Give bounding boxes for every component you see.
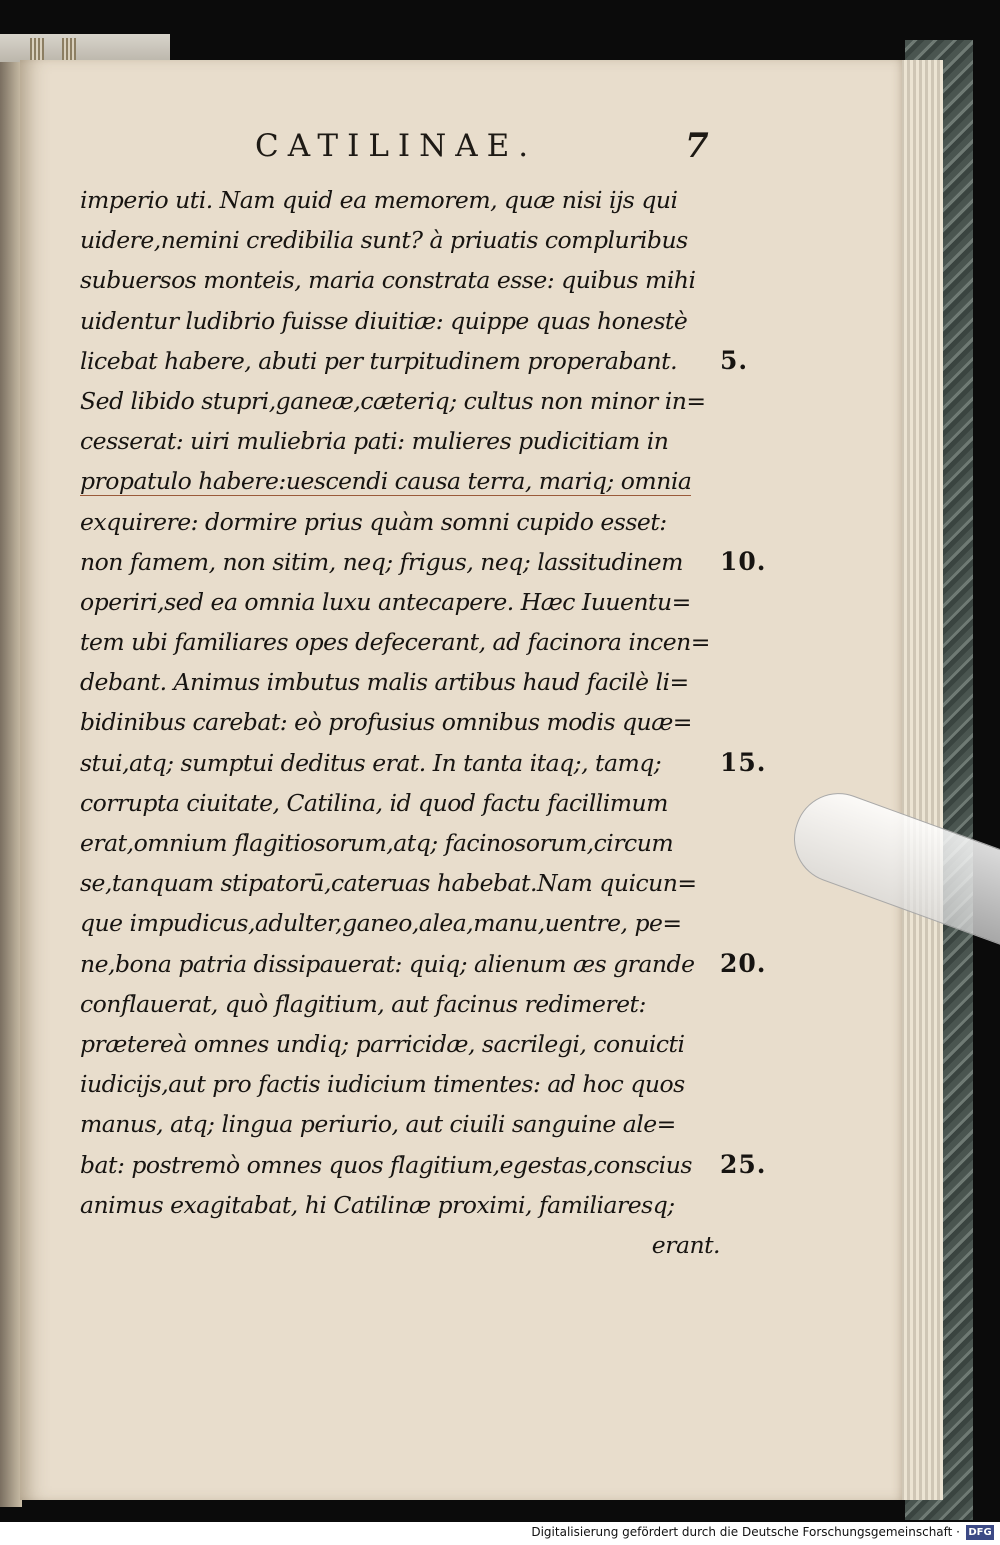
text-line: bidinibus carebat: eò profusius omnibus modis quæ= [80, 708, 692, 737]
text-line: stui,atq; sumptui deditus erat. In tanta itaq;, tamq; 15. [80, 743, 720, 783]
line-number-marker: 15. [720, 747, 767, 777]
text-line: licebat habere, abuti per turpitudinem properabant. 5. [80, 341, 720, 381]
text-line: conflauerat, quò flagitium, aut facinus redimeret: [80, 989, 646, 1018]
text-line: debant. Animus imbutus malis artibus haud facilè li= [80, 668, 689, 697]
line-number-marker: 5. [720, 345, 749, 375]
gutter [0, 62, 22, 1507]
text-line: prætereà omnes undiq; parricidæ, sacrilegi, conuicti [80, 1029, 685, 1058]
catchword-line: erant. [651, 1230, 720, 1259]
text-line: animus exagitabat, hi Catilinæ proximi, familiaresq; [80, 1190, 675, 1219]
text-line: manus, atq; lingua periurio, aut ciuili sanguine ale= [80, 1110, 676, 1139]
text-line: ne,bona patria dissipauerat: quiq; alienum æs grande 20. [80, 944, 720, 984]
text-line: corrupta ciuitate, Catilina, id quod factu facillimum [80, 788, 668, 817]
text-line: que impudicus,adulter,ganeo,alea,manu,uentre, pe= [80, 909, 682, 938]
line-number-marker: 20. [720, 948, 767, 978]
text-line: Sed libido stupri,ganeæ,cæteriq; cultus non minor in= [80, 386, 706, 415]
text-line: subuersos monteis, maria constrata esse: quibus mihi [80, 266, 696, 295]
page-number: 7 [685, 126, 709, 166]
running-head: CATILINAE. [255, 128, 538, 164]
text-line: propatulo habere:uescendi causa terra, mariq; omnia [80, 467, 692, 496]
text-line: bat: postremò omnes quos flagitium,egestas,conscius 25. [80, 1145, 720, 1185]
text-line: iudicijs,aut pro factis iudicium timentes: ad hoc quos [80, 1070, 685, 1099]
text-line: operiri,sed ea omnia luxu antecapere. Hæc Iuuentu= [80, 587, 691, 616]
line-number-marker: 25. [720, 1149, 767, 1179]
text-line: uidere,nemini credibilia sunt? à priuatis compluribus [80, 226, 688, 255]
text-line: non famem, non sitim, neq; frigus, neq; lassitudinem 10. [80, 542, 720, 582]
page-header [235, 122, 725, 172]
text-line: uidentur ludibrio fuisse diuitiæ: quippe quas honestè [80, 306, 688, 335]
book-page [20, 60, 902, 1500]
line-number-marker: 10. [720, 546, 767, 576]
text-line: imperio uti. Nam quid ea memorem, quæ nisi ijs qui [80, 186, 678, 214]
dfg-logo: DFG [966, 1525, 994, 1540]
footer-credit: Digitalisierung gefördert durch die Deutsche Forschungsgemeinschaft · [531, 1525, 960, 1539]
text-line: exquirere: dormire prius quàm somni cupido esset: [80, 507, 667, 536]
footer-bar [0, 1522, 1000, 1545]
text-line: se,tanquam stipatorū,cateruas habebat.Nam quicun= [80, 869, 697, 898]
text-line: erat,omnium flagitiosorum,atq; facinosorum,circum [80, 829, 674, 857]
page-edges [900, 60, 943, 1500]
text-block [80, 180, 767, 1265]
text-line: cesserat: uiri muliebria pati: mulieres pudicitiam in [80, 427, 669, 456]
text-line: tem ubi familiares opes defecerant, ad facinora incen= [80, 628, 710, 657]
